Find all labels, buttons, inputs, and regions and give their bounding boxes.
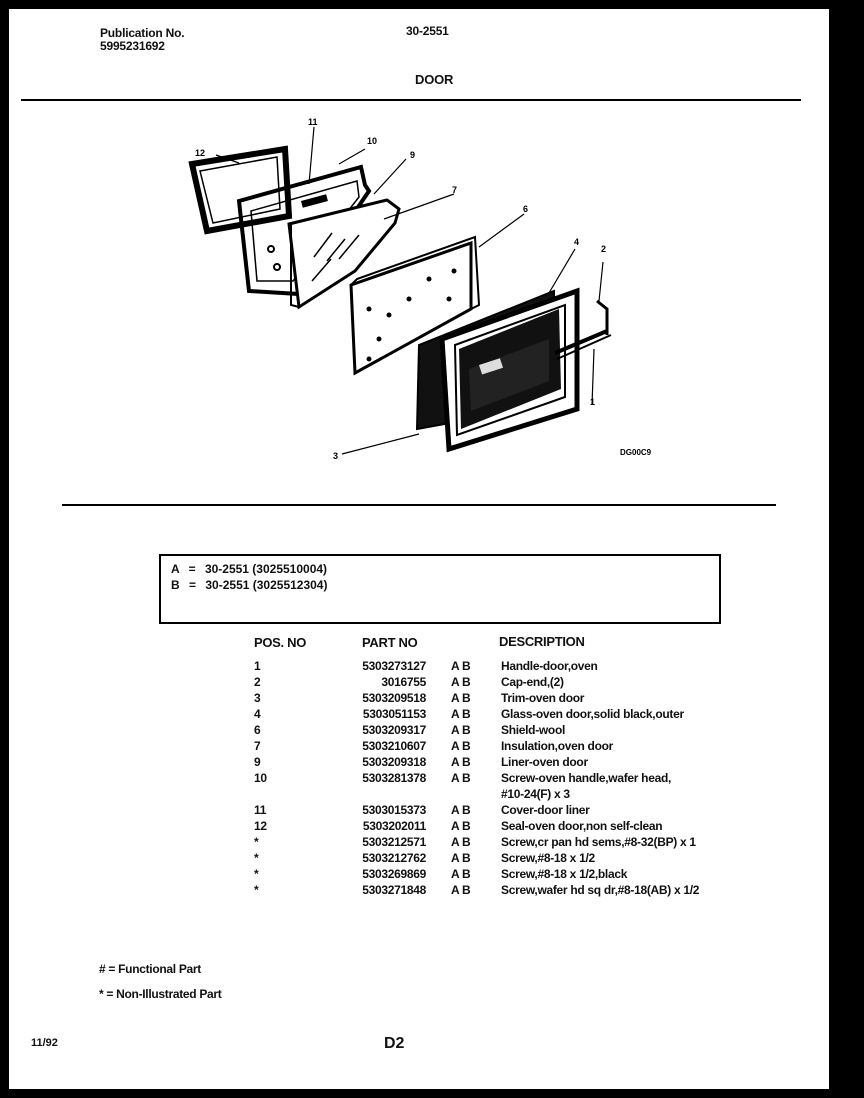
callout-3: 3 [333,451,339,461]
door-exploded-diagram [9,9,829,509]
callout-10: 10 [367,136,378,146]
callout-6: 6 [523,204,529,214]
diagram-rule [62,504,776,506]
model-key-box [159,554,721,624]
publication-number: 5995231692 [100,39,165,53]
row-models: A B [451,803,471,817]
row-description: Screw,#8-18 x 1/2 [501,851,595,865]
callout-4: 4 [574,237,580,247]
diagram-code: DG00C9 [620,448,652,457]
row-pos-no: * [254,851,259,865]
row-pos-no: 2 [254,675,261,689]
row-description: Handle-door,oven [501,659,598,673]
model-row-a: A = 30-2551 (3025510004) [171,562,328,576]
row-models: A B [451,675,471,689]
row-description: Screw,#8-18 x 1/2,black [501,867,628,881]
row-description: Insulation,oven door [501,739,614,753]
row-pos-no: 4 [254,707,261,721]
column-header-part: PART NO [362,635,418,650]
row-models: A B [451,851,471,865]
row-description: Glass-oven door,solid black,outer [501,707,684,721]
row-part-no: 5303202011 [362,819,426,833]
row-models: A B [451,691,471,705]
row-models: A B [451,819,471,833]
row-pos-no: * [254,883,259,897]
row-part-no: 5303209317 [362,723,426,737]
callout-9: 9 [410,150,416,160]
publication-label: Publication No. [100,26,185,40]
row-models: A B [451,835,471,849]
row-pos-no: * [254,867,259,881]
row-models: A B [451,707,471,721]
callout-7: 7 [452,185,458,195]
callout-2: 2 [601,244,607,254]
row-part-no: 5303015373 [362,803,426,817]
callout-1: 1 [590,397,596,407]
row-part-no: 3016755 [381,675,426,689]
row-pos-no: 9 [254,755,261,769]
page-code: D2 [384,1035,405,1052]
row-part-no: 5303210607 [362,739,426,753]
row-pos-no: 7 [254,739,261,753]
row-description-continued: #10-24(F) x 3 [501,787,570,801]
row-models: A B [451,867,471,881]
row-description: Cover-door liner [501,803,590,817]
row-part-no: 5303051153 [362,707,426,721]
row-models: A B [451,771,471,785]
row-description: Shield-wool [501,723,566,737]
row-description: Screw,wafer hd sq dr,#8-18(AB) x 1/2 [501,883,700,897]
parts-page [9,9,829,1089]
revision-date: 11/92 [31,1037,58,1049]
row-pos-no: 1 [254,659,261,673]
row-description: Seal-oven door,non self-clean [501,819,663,833]
row-pos-no: 12 [254,819,267,833]
row-part-no: 5303209518 [362,691,426,705]
row-part-no: 5303212762 [362,851,426,865]
row-description: Cap-end,(2) [501,675,564,689]
row-pos-no: 3 [254,691,261,705]
row-description: Trim-oven door [501,691,585,705]
row-part-no: 5303281378 [362,771,426,785]
row-pos-no: 6 [254,723,261,737]
row-description: Screw,cr pan hd sems,#8-32(BP) x 1 [501,835,696,849]
row-pos-no: * [254,835,259,849]
non-illustrated-note: * = Non-Illustrated Part [99,987,222,1001]
row-part-no: 5303269869 [362,867,426,881]
callout-11: 11 [308,117,318,127]
model-row-b: B = 30-2551 (3025512304) [171,578,328,592]
row-description: Screw-oven handle,wafer head, [501,771,672,785]
row-models: A B [451,755,471,769]
row-models: A B [451,723,471,737]
callout-12: 12 [195,148,206,158]
row-part-no: 5303209318 [362,755,426,769]
model-number: 30-2551 [406,24,449,38]
row-pos-no: 10 [254,771,267,785]
row-description: Liner-oven door [501,755,588,769]
section-title: DOOR [415,72,454,87]
row-part-no: 5303212571 [362,835,426,849]
functional-part-note: # = Functional Part [99,962,201,976]
row-models: A B [451,883,471,897]
row-pos-no: 11 [254,803,267,817]
row-models: A B [451,739,471,753]
column-header-description: DESCRIPTION [499,634,585,649]
column-header-pos: POS. NO [254,635,307,650]
row-part-no: 5303273127 [362,659,426,673]
row-models: A B [451,659,471,673]
row-part-no: 5303271848 [362,883,426,897]
